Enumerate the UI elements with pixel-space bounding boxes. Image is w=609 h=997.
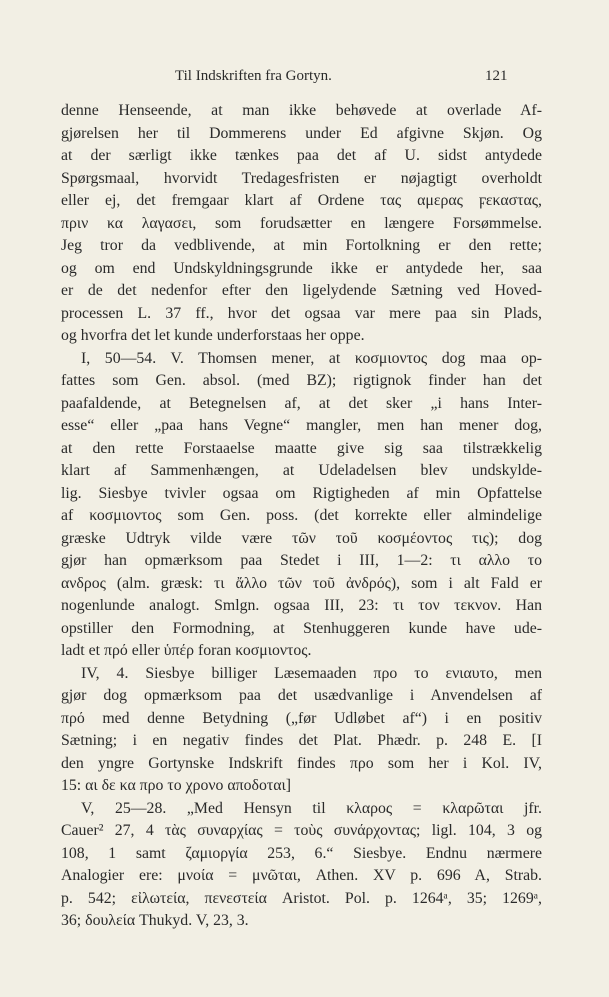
text-line: græske Udtryk vilde være τῶν τοῦ κοσμέοντος τις); dog: [61, 529, 542, 547]
text-line: den yngre Gortynske Indskrift findes προ som her i Kol. IV,: [61, 754, 542, 772]
text-line: I, 50—54. V. Thomsen mener, at κοσμιοντος dog maa op-: [81, 349, 542, 367]
text-line: Cauer² 27, 4 τὰς συναρχίας = τοὺς συνάρχοντας; ligl. 104, 3 og: [61, 822, 542, 839]
text-line: p. 542; εἰλωτεία, πενεστεία Aristot. Pol. p. 1264ᵃ, 35; 1269ᵃ,: [61, 889, 542, 907]
text-line: eller ej, det fremgaar klart af Ordene τας αμερας ϝεκαστας,: [61, 192, 542, 209]
text-line: at der særligt ikke tænkes paa det af U. sidst antydede: [61, 147, 542, 164]
text-line: gjør dog opmærksom paa det usædvanlige i Anvendelsen af: [61, 687, 542, 704]
text-line: 36; δουλεία Thukyd. V, 23, 3.: [61, 912, 249, 929]
text-line: Analogier ere: μνοία = μνῶται, Athen. XV p. 696 A, Strab.: [61, 867, 542, 884]
text-line: fattes som Gen. absol. (med BZ); rigtignok finder han det: [61, 372, 542, 389]
text-line: lig. Siesbye tvivler ogsaa om Rigtigheden af min Opfattelse: [61, 484, 542, 502]
text-line: af κοσμιοντος som Gen. poss. (det korrekte eller almindelige: [61, 507, 542, 524]
text-line: nogenlunde analogt. Smlgn. ogsaa III, 23: τι τον τεκνον. Han: [61, 597, 542, 614]
text-line: IV, 4. Siesbye billiger Læsemaaden προ το ενιαυτο, men: [81, 664, 542, 682]
text-line: Sætning; i en negativ findes det Plat. Phædr. p. 248 E. [I: [61, 732, 542, 749]
page-number: 121: [485, 68, 508, 84]
text-line: πρό med denne Betydning („før Udløbet af“) i en positiv: [61, 709, 542, 727]
text-line: V, 25—28. „Med Hensyn til κλαρος = κλαρῶται jfr.: [81, 799, 542, 817]
text-line: processen L. 37 ff., hvor det ogsaa var mere paa sin Plads,: [61, 304, 542, 322]
text-line: er de det nedenfor efter den ligelydende Sætning ved Hoved-: [61, 282, 542, 299]
text-line: gjør han opmærksom paa Stedet i III, 1—2: τι αλλο το: [61, 552, 542, 569]
text-line: opstiller den Formodning, at Stenhuggeren kunde have ude-: [61, 619, 542, 637]
text-line: Jeg tror da vedblivende, at min Fortolkning er den rette;: [61, 237, 542, 254]
text-line: og om end Undskyldningsgrunde ikke er antydede her, saa: [61, 259, 542, 277]
text-line: πριν κα λαγασει, som forudsætter en længere Forsømmelse.: [61, 214, 542, 232]
text-line: gjørelsen her til Dommerens under Ed afgivne Skjøn. Og: [61, 124, 542, 142]
text-line: og hvorfra det let kunde underforstaas her oppe.: [61, 327, 365, 344]
text-line: ανδρος (alm. græsk: τι ἄλλο τῶν τοῦ ἀνδρός), som i alt Fald er: [61, 574, 542, 592]
text-line: at den rette Forstaaelse maatte give sig saa tilstrækkelig: [61, 439, 542, 457]
text-line: klart af Sammenhængen, at Udeladelsen blev undskylde-: [61, 462, 542, 479]
text-line: Spørgsmaal, hvorvidt Tredagesfristen er nøjagtigt overholdt: [61, 169, 542, 187]
text-line: esse“ eller „paa hans Vegne“ mangler, men han mener dog,: [61, 417, 542, 434]
text-line: paafaldende, at Betegnelsen af, at det sker „i hans Inter-: [61, 394, 542, 412]
text-line: 15: αι δε κα προ το χρονο αποδοται]: [61, 777, 291, 794]
running-title: Til Indskriften fra Gortyn.: [175, 68, 332, 84]
text-line: 108, 1 samt ζαμιοργία 253, 6.“ Siesbye. Endnu nærmere: [61, 844, 542, 862]
text-line: ladt et πρό eller ὑπέρ foran κοσμιοντος.: [61, 642, 312, 659]
body-text: [61, 100, 542, 933]
text-line: denne Henseende, at man ikke behøvede at overlade Af-: [61, 102, 542, 119]
